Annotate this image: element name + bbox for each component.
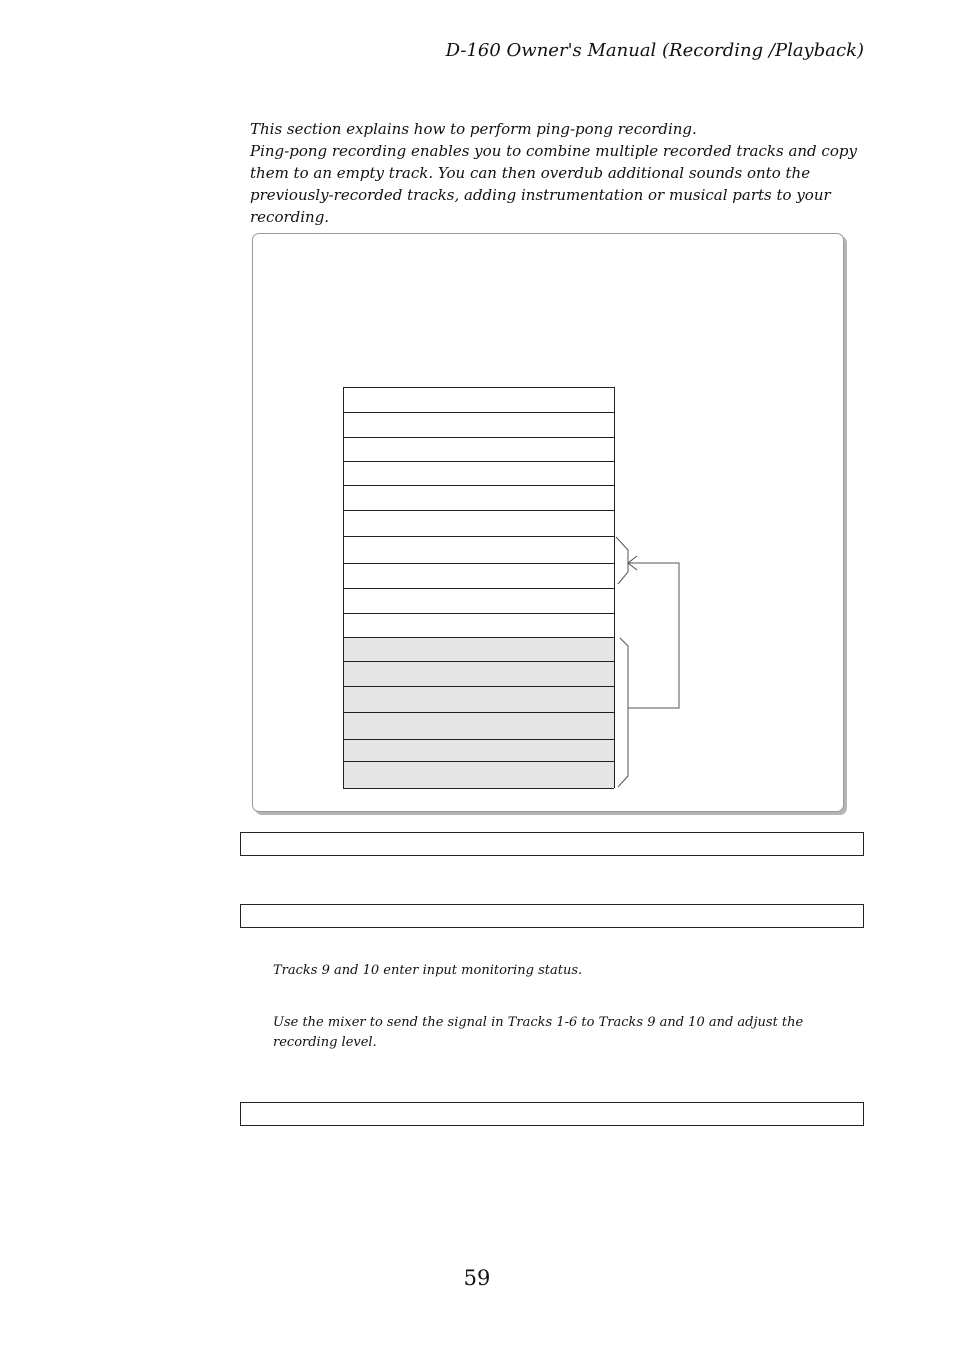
destination-bracket [616,537,628,584]
intro-line-2: Ping-pong recording enables you to combine multiple recorded tracks and copy them to an empty track. You can then overdub additional sounds onto the previously-recorded tracks, adding instrumentation or musical parts to your recording. [250,142,857,226]
page-number: 59 [463,1266,491,1290]
source-bracket [618,638,628,787]
intro-line-1: This section explains how to perform ping-pong recording. [250,120,697,138]
step-box-1 [240,832,864,856]
routing-line [628,563,679,708]
note-monitoring: Tracks 9 and 10 enter input monitoring status. [273,963,583,978]
step-box-3 [240,1102,864,1126]
step-box-2 [240,904,864,928]
note-mixer: Use the mixer to send the signal in Tracks 1-6 to Tracks 9 and 10 and adjust the recording level. [273,1015,804,1050]
page-header-title: D-160 Owner's Manual (Recording /Playback) [445,40,864,61]
